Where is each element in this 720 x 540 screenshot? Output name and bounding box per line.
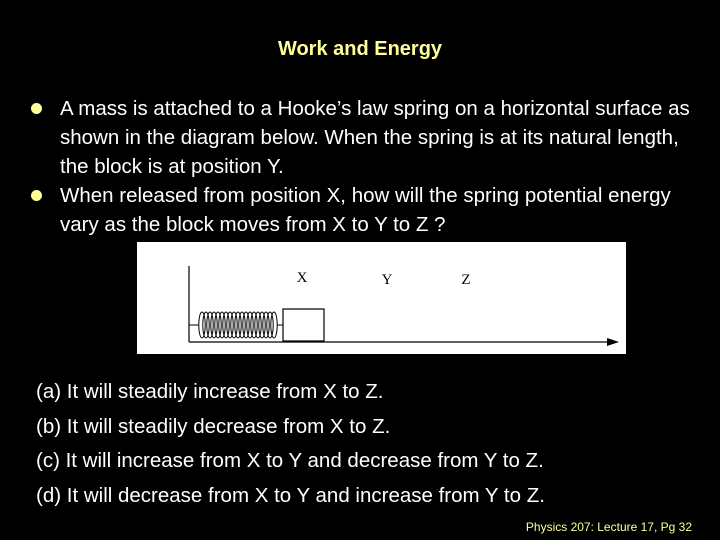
option-d: (d) It will decrease from X to Y and increase from Y to Z. [36, 483, 545, 507]
bullet-list [30, 94, 700, 239]
label-y: Y [381, 272, 393, 288]
spring-diagram [137, 242, 626, 354]
label-z: Z [461, 272, 471, 288]
bullet-text: When released from position X, how will the spring potential energy vary as the block moves from X to Y to Z ? [60, 184, 671, 236]
bullet-dot-icon [31, 190, 42, 201]
spring-diagram-svg [137, 242, 626, 354]
option-a: (a) It will steadily increase from X to Z. [36, 380, 384, 403]
label-x: X [296, 270, 308, 286]
option-b: (b) It will steadily decrease from X to Z. [36, 414, 391, 438]
spring-coil [189, 312, 283, 338]
bullet-item [30, 181, 700, 239]
bullet-item [30, 94, 700, 181]
bullet-text: A mass is attached to a Hooke’s law spring on a horizontal surface as shown in the diagram below. When the spring is at its natural length, the block is at position Y. [60, 97, 690, 178]
block [283, 309, 324, 341]
answer-options [36, 375, 706, 513]
option-c: (c) It will increase from X to Y and decrease from Y to Z. [36, 449, 544, 472]
floor-arrowhead-icon [607, 338, 619, 346]
bullet-dot-icon [31, 103, 42, 114]
slide-footer: Physics 207: Lecture 17, Pg 32 [525, 520, 692, 534]
slide-title: Work and Energy [277, 38, 443, 60]
